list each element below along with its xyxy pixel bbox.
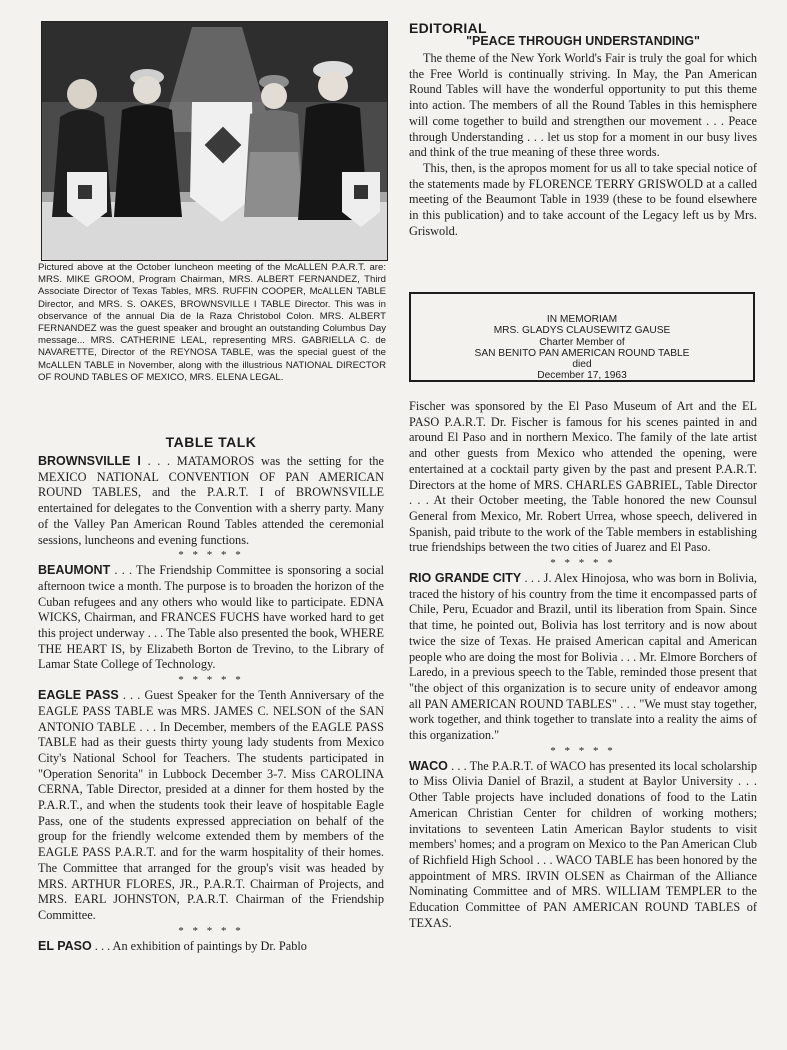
- table-talk-continued-body: [409, 399, 757, 932]
- in-memoriam-box: [409, 292, 755, 382]
- el-paso-continued: Fischer was sponsored by the El Paso Museum of Art and the EL PASO P.A.R.T. Dr. Fischer is famous for his scenes painted in and around El Paso and in northern Mexico. The family of the late artist and other guests from Mexico who attended the opening, were entertained at a cocktail party given by the past and present P.A.R.T. Directors at the home of MRS. CHARLES GABRIEL, Table Director . . . At their October meeting, the Table honored the new Counsul General from Mexico, Mr. Robert Urrea, whose speech, delivered in Spanish, paid tribute to the work of the Table members in establishing true friendships between the two cities of Juarez and El Paso.: [409, 399, 757, 555]
- memoriam-role: Charter Member of: [539, 336, 625, 348]
- editorial-paragraph-1: The theme of the New York World's Fair is truly the goal for which the Free World is continually striving. In May, the Pan American Round Tables will have the wonderful opportunity to put this theme into action. The members of all the Round Tables in this hemisphere will come together to build and strengthen our movement . . . Peace through Understanding . . . let us stop for a moment in our busy lives and think of the true meaning of these three words.: [409, 51, 757, 160]
- photo-illustration: [42, 22, 387, 260]
- waco-text: . . . The P.A.R.T. of WACO has presented its local scholarship to Miss Olivia Daniel of Brazil, a student at Baylor University . . . Other Table projects have included donations of food to the Latin American Christian Center for children of working mothers; invitations to seventeen Latin American Baylor students to visit members' homes; and a program on Mexico to the Pan American Club of Richfield High School . . . WACO TABLE has been honored by the appointment of MRS. IRVIN OLSEN as Chairman of the Alliance Nominating Committee and of MRS. WILLIAM TEMPLER to the Education Committee of PAN AMERICAN ROUND TABLES of TEXAS.: [409, 758, 757, 930]
- separator: * * * * *: [550, 744, 616, 757]
- memoriam-table: SAN BENITO PAN AMERICAN ROUND TABLE: [474, 347, 690, 359]
- eagle-pass-item: [38, 688, 384, 924]
- separator: * * * * *: [550, 557, 616, 570]
- rio-grande-lead: RIO GRANDE CITY: [409, 571, 522, 586]
- el-paso-item: [38, 939, 384, 955]
- waco-item: [409, 759, 757, 932]
- memoriam-died: died: [572, 359, 592, 371]
- eagle-pass-lead: EAGLE PASS: [38, 688, 119, 703]
- photo-caption-text: Pictured above at the October luncheon meeting of the McALLEN P.A.R.T. are: MRS. MIKE GROOM, Program Chairman, MRS. ALBERT FERNANDEZ, Third Associate Director of Texas Tables, MRS. RUFFIN COOPER, McALLEN TABLE Director, and MRS. S. OAKES, BROWNSVILLE I TABLE Director. This was in observance of the annual Dia de la Raza Christobol Colon. MRS. ALBERT FERNANDEZ was the guest speaker and brought an outstanding Columbus Day message... MRS. CATHERINE LEAL, representing MRS. GABRIELLA C. de NAVARETTE, Director of the REYNOSA TABLE, was the special guest of the McALLEN TABLE in November, along with the illustrious NATIONAL DIRECTOR OF ROUND TABLES OF MEXICO, MRS. ELENA LEGAL.: [38, 262, 386, 383]
- eagle-pass-text: . . . Guest Speaker for the Tenth Anniversary of the EAGLE PASS TABLE was MRS. JAMES C. NELSON of the SAN ANTONIO TABLE . . . In December, members of the EAGLE PASS TABLE had as their guests thirty young lady students from Mexico City's National School for Teachers. The students participated in "Operation Senorita" in Lubbock December 3-7. Miss CAROLINA CERNA, Table Director, presided at a dinner for them hosted by the P.A.R.T., and when the students took their leave of hospitable Eagle Pass, one of the students expressed appreciation on behalf of the group for the friendly welcome extended them by members of the EAGLE PASS P.A.R.T. and for the warm hospitality of their homes. The Committee that arranged for the group's visit was headed by MRS. ARTHUR FLORES, JR., P.A.R.T. Chairman of Projects, and MRS. EARL JOHNSTON, P.A.R.T. Chairman of the Friendship Committee.: [38, 688, 384, 922]
- luncheon-photo: [41, 21, 388, 261]
- editorial-heading: EDITORIAL: [409, 20, 487, 36]
- separator: * * * * *: [178, 924, 244, 937]
- beaumont-lead: BEAUMONT: [38, 563, 111, 578]
- brownsville-lead: BROWNSVILLE I: [38, 454, 141, 468]
- separator: * * * * *: [178, 549, 244, 562]
- brownsville-item: [38, 454, 384, 548]
- editorial-subtitle: "PEACE THROUGH UNDERSTANDING": [466, 34, 700, 48]
- memoriam-title: IN MEMORIAM: [546, 314, 618, 325]
- beaumont-item: [38, 563, 384, 673]
- table-talk-column: [38, 434, 384, 954]
- memoriam-date: December 17, 1963: [537, 370, 627, 382]
- table-talk-continued-column: [409, 399, 757, 932]
- editorial-column: [409, 20, 757, 239]
- el-paso-lead: EL PASO: [38, 938, 92, 953]
- table-talk-heading: TABLE TALK: [165, 434, 257, 450]
- brownsville-text: . . . MATAMOROS was the setting for the MEXICO NATIONAL CONVENTION OF PAN AMERICAN ROUND TABLES, and the P.A.R.T. I of BROWNSVILLE entertained for delegates to the Convention with a sherry party. Many of the Valley Pan American Round Tables attended the ceremonial sessions, luncheons and evening functions.: [38, 454, 384, 547]
- rio-grande-item: [409, 571, 757, 744]
- memoriam-name: MRS. GLADYS CLAUSEWITZ GAUSE: [493, 325, 671, 337]
- photo-caption: [38, 262, 386, 384]
- el-paso-text-start: . . . An exhibition of paintings by Dr. Pablo: [91, 938, 307, 953]
- rio-grande-text: . . . J. Alex Hinojosa, who was born in Bolivia, traced the history of his country from the time it encompassed parts of Chile, Peru, Ecuador and Brazil, until its liberation from Spain. Since that time, he pointed out, Bolivia has lost territory and is now about twice the size of Texas. He praised American capital and American people who are doing the most for Bolivia . . . Mr. Elmore Borchers of Laredo, in a previous speech to the Table, reminded those present that "the object of this organization is to secure unity of endeavor among all PAN AMERICAN ROUND TABLES" . . . "We must stay together, work together, and think together to translate into a reality the aims of this organization.": [409, 571, 757, 743]
- editorial-body: [409, 51, 757, 239]
- waco-lead: WACO: [409, 758, 448, 773]
- beaumont-text: . . . The Friendship Committee is sponsoring a social afternoon twice a month. The purpose is to broaden the horizon of the Cuban refugees and any others who would like to participate. EDNA WICKS, Chairman, and FRANCES FUCHS have worked hard to get this project underway . . . The Table also presented the book, WHERE THE HEART IS, by Elizabeth Borton de Trevino, to the Library of Lamar State College of Technology.: [38, 563, 384, 672]
- separator: * * * * *: [178, 674, 244, 687]
- table-talk-body: [38, 454, 384, 954]
- editorial-paragraph-2: This, then, is the apropos moment for us all to take special notice of the statements made by FLORENCE TERRY GRISWOLD at a called meeting of the Beaumont Table in 1939 (these to be found elsewhere in this publication) and to take account of the Legacy left us by Mrs. Griswold.: [409, 160, 757, 238]
